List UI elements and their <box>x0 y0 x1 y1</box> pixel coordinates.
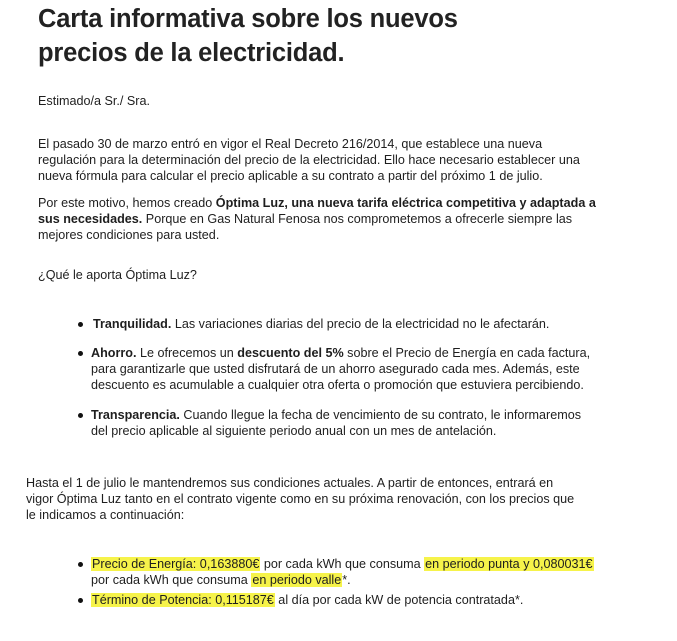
benefit-tranquilidad-line-1 <box>93 316 549 332</box>
power-text: al día por cada kW de potencia contratada*. <box>274 593 524 607</box>
benefit-ahorro-line-3: descuento es acumulable a cualquier otra oferta o promoción que estuviera percibiendo. <box>91 378 584 392</box>
paragraph-1-line-1: El pasado 30 de marzo entró en vigor el Real Decreto 216/2014, que establece una nueva <box>38 137 543 151</box>
valley-highlight: en periodo valle <box>252 573 342 587</box>
title-line-2: precios de la electricidad. <box>38 39 345 67</box>
peak-price-highlight: en periodo punta y 0,080031€ <box>425 557 593 571</box>
power-price-highlight: Término de Potencia: 0,115187€ <box>92 593 274 607</box>
benefit-ahorro-line-1 <box>91 345 590 361</box>
benefit-text: Las variaciones diarias del precio de la electricidad no le afectarán. <box>171 317 550 331</box>
title-line-1: Carta informativa sobre los nuevos <box>38 5 458 33</box>
price-power-line <box>91 592 523 608</box>
p2-text: Por este motivo, hemos creado <box>38 196 216 210</box>
energy-text: *. <box>342 573 351 587</box>
energy-text: por cada kWh que consuma <box>91 573 252 587</box>
bullet-termino-potencia <box>78 598 83 603</box>
benefit-transparencia-line-2: del precio aplicable al siguiente periodo anual con un mes de antelación. <box>91 424 497 438</box>
bullet-tranquilidad <box>78 322 83 327</box>
energy-price-highlight: Precio de Energía: 0,163880€ <box>92 557 260 571</box>
benefit-ahorro-line-2: para garantizarle que usted disfrutará de un ahorro asegurado cada mes. Además, este <box>91 362 580 376</box>
benefit-label: Transparencia. <box>91 408 180 422</box>
benefit-text: Le ofrecemos un <box>136 346 238 360</box>
paragraph-2-line-1 <box>38 195 596 211</box>
section-question: ¿Qué le aporta Óptima Luz? <box>38 268 197 282</box>
paragraph-1-line-3: nueva fórmula para calcular el precio aplicable a su contrato a partir del próximo 1 de julio. <box>38 169 543 183</box>
p2-bold: Óptima Luz, una nueva tarifa eléctrica competitiva y adaptada a <box>215 196 596 210</box>
letter-title <box>38 2 458 70</box>
price-energy-line-1 <box>91 556 594 572</box>
paragraph-3-line-3: le indicamos a continuación: <box>26 508 185 522</box>
paragraph-2-line-2 <box>38 211 572 227</box>
energy-text: por cada kWh que consuma <box>260 557 425 571</box>
price-energy-line-2 <box>91 572 351 588</box>
paragraph-3-line-2: vigor Óptima Luz tanto en el contrato vigente como en su próxima renovación, con los precios que <box>26 492 575 506</box>
benefit-text: sobre el Precio de Energía en cada factura, <box>343 346 591 360</box>
bullet-precio-energia <box>78 562 83 567</box>
bullet-ahorro <box>78 351 83 356</box>
paragraph-2-line-3: mejores condiciones para usted. <box>38 228 220 242</box>
p2-bold-2: sus necesidades. <box>38 212 143 226</box>
bullet-transparencia <box>78 413 83 418</box>
paragraph-3-line-1: Hasta el 1 de julio le mantendremos sus condiciones actuales. A partir de entonces, entrará en <box>26 476 554 490</box>
benefit-label: Ahorro. <box>91 346 137 360</box>
greeting: Estimado/a Sr./ Sra. <box>38 94 150 108</box>
p2-text-2: Porque en Gas Natural Fenosa nos comprometemos a ofrecerle siempre las <box>142 212 573 226</box>
discount-highlight: descuento del 5% <box>237 346 344 360</box>
benefit-text: Cuando llegue la fecha de vencimiento de su contrato, le informaremos <box>179 408 582 422</box>
benefit-transparencia-line-1 <box>91 407 581 423</box>
paragraph-1-line-2: regulación para la determinación del precio de la electricidad. Ello hace necesario establecer una <box>38 153 580 167</box>
benefit-label: Tranquilidad. <box>93 317 172 331</box>
